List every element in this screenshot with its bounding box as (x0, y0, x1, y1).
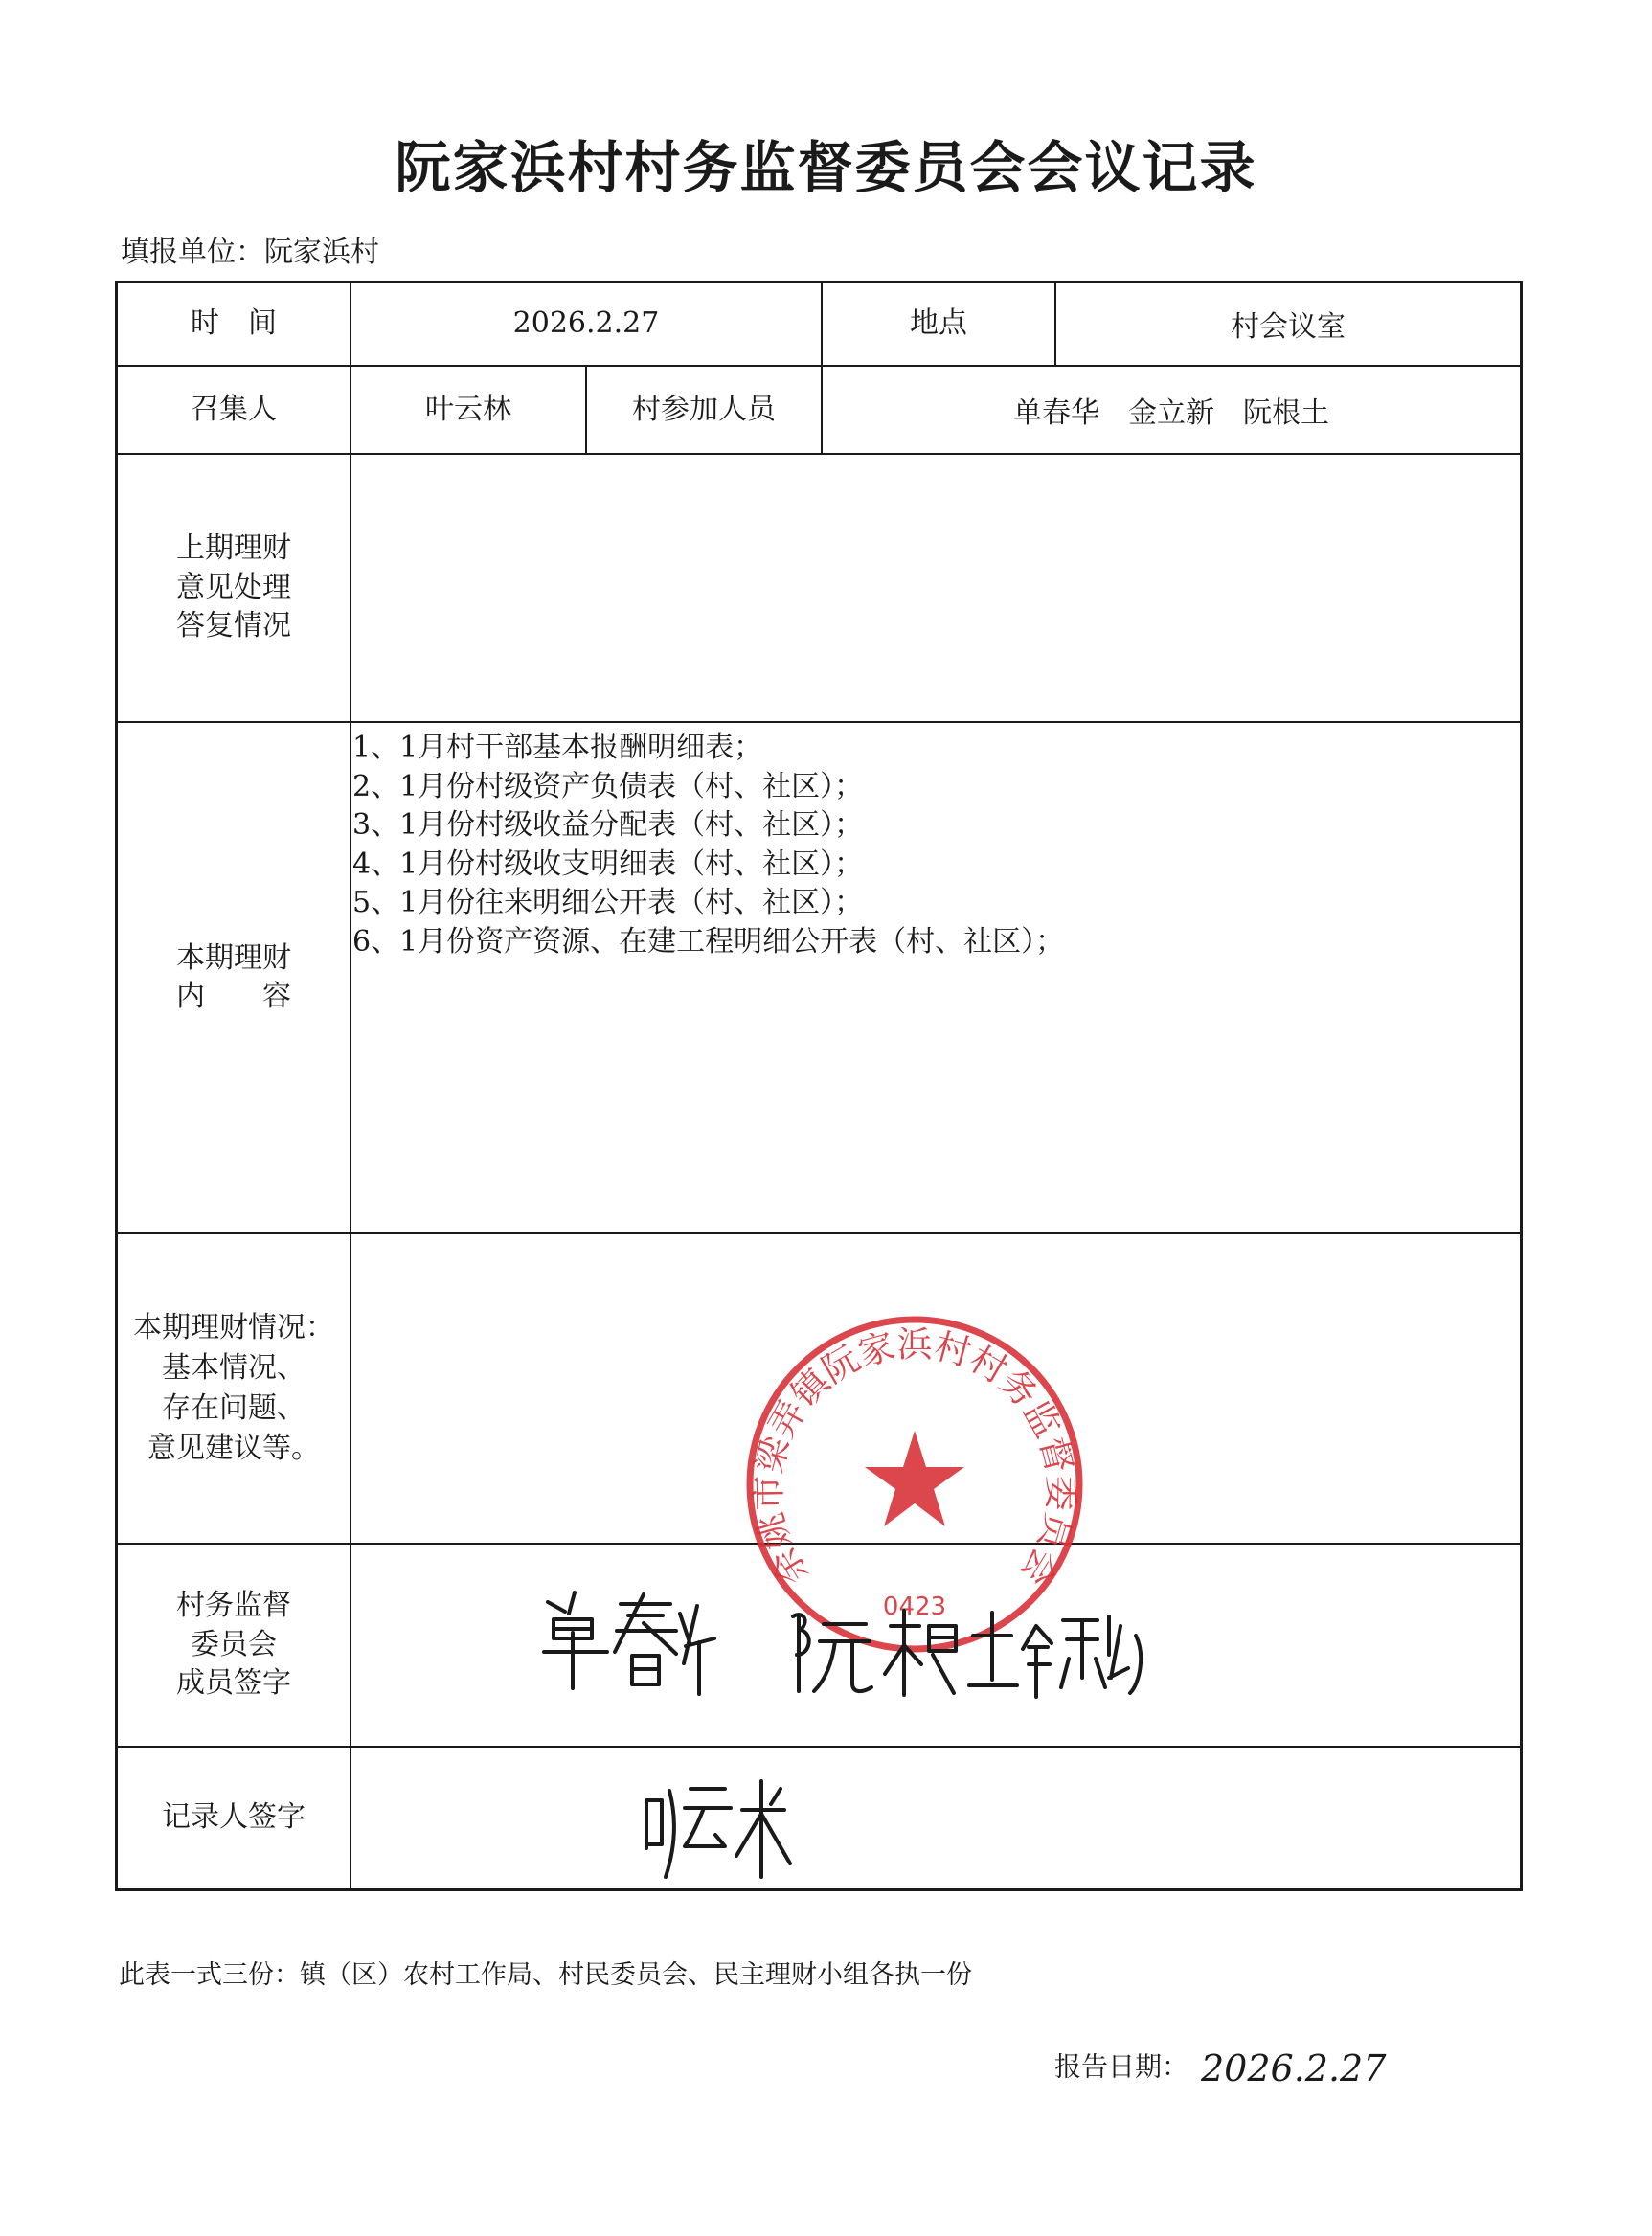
label-line: 意见建议等。 (147, 1432, 320, 1465)
filing-unit-label: 填报单位： (121, 236, 264, 269)
current-content-label (118, 723, 350, 1232)
location-label: 地点 (910, 306, 967, 341)
situation-label (118, 1234, 350, 1543)
label-line: 基本情况、 (162, 1351, 306, 1385)
recorder-signature-label: 记录人签字 (162, 1800, 306, 1835)
seal-code: 0423 (882, 1592, 947, 1621)
report-date-signature (1197, 2035, 1387, 2102)
current-content-list (352, 729, 1064, 961)
signature-member-1 (536, 1585, 718, 1700)
label-line: 上期理财 (176, 531, 291, 566)
seal-text: 余姚市梁弄镇阮家浜村村务监督委员会 (747, 1323, 1082, 1592)
footer-note: 此表一式三份：镇（区）农村工作局、村民委员会、民主理财小组各执一份 (119, 1960, 972, 1990)
location-value: 村会议室 (1231, 310, 1346, 345)
filing-unit-value: 阮家浜村 (264, 236, 379, 269)
signature-recorder (637, 1772, 800, 1886)
list-item: 2、1月份村级资产负债表（村、社区）； (352, 769, 864, 803)
signature-member-2 (785, 1597, 1168, 1731)
convener-label: 召集人 (191, 392, 277, 426)
label-line: 答复情况 (176, 609, 291, 644)
report-date-handwritten: 2026.2.27 (1200, 2047, 1387, 2089)
list-item: 5、1月份往来明细公开表（村、社区）； (352, 886, 864, 919)
document-title: 阮家浜村村务监督委员会会议记录 (395, 135, 1257, 200)
participants-value: 单春华 金立新 阮根土 (1013, 395, 1329, 430)
list-item: 6、1月份资产资源、在建工程明细公开表（村、社区）； (352, 924, 1065, 959)
list-item: 3、1月份村级收益分配表（村、社区）； (352, 808, 864, 842)
convener-value: 叶云林 (425, 392, 511, 426)
committee-signature-label (118, 1545, 350, 1746)
list-item: 1、1月村干部基本报酬明细表； (352, 731, 763, 764)
time-value: 2026.2.27 (512, 306, 660, 341)
participants-label: 村参加人员 (632, 392, 776, 426)
report-date-label: 报告日期： (1054, 2050, 1189, 2083)
filing-unit (121, 228, 379, 270)
report-date (1054, 2035, 1387, 2102)
label-line: 存在问题、 (162, 1391, 306, 1425)
label-line: 本期理财情况： (133, 1311, 334, 1344)
table-border-right (1520, 281, 1523, 1891)
label-line: 意见处理 (176, 570, 291, 604)
previous-opinions-label (118, 455, 350, 721)
label-line: 村务监督 (176, 1589, 291, 1623)
time-label: 时 间 (191, 306, 277, 341)
label-line: 成员签字 (176, 1666, 291, 1701)
column-divider (350, 281, 351, 1891)
label-line: 委员会 (191, 1627, 277, 1661)
list-item: 4、1月份村级收支明细表（村、社区）； (352, 847, 864, 881)
star-icon (865, 1431, 964, 1526)
label-line: 本期理财 (176, 940, 291, 975)
table-border-bottom (115, 1888, 1523, 1891)
label-line: 内 容 (176, 980, 291, 1013)
